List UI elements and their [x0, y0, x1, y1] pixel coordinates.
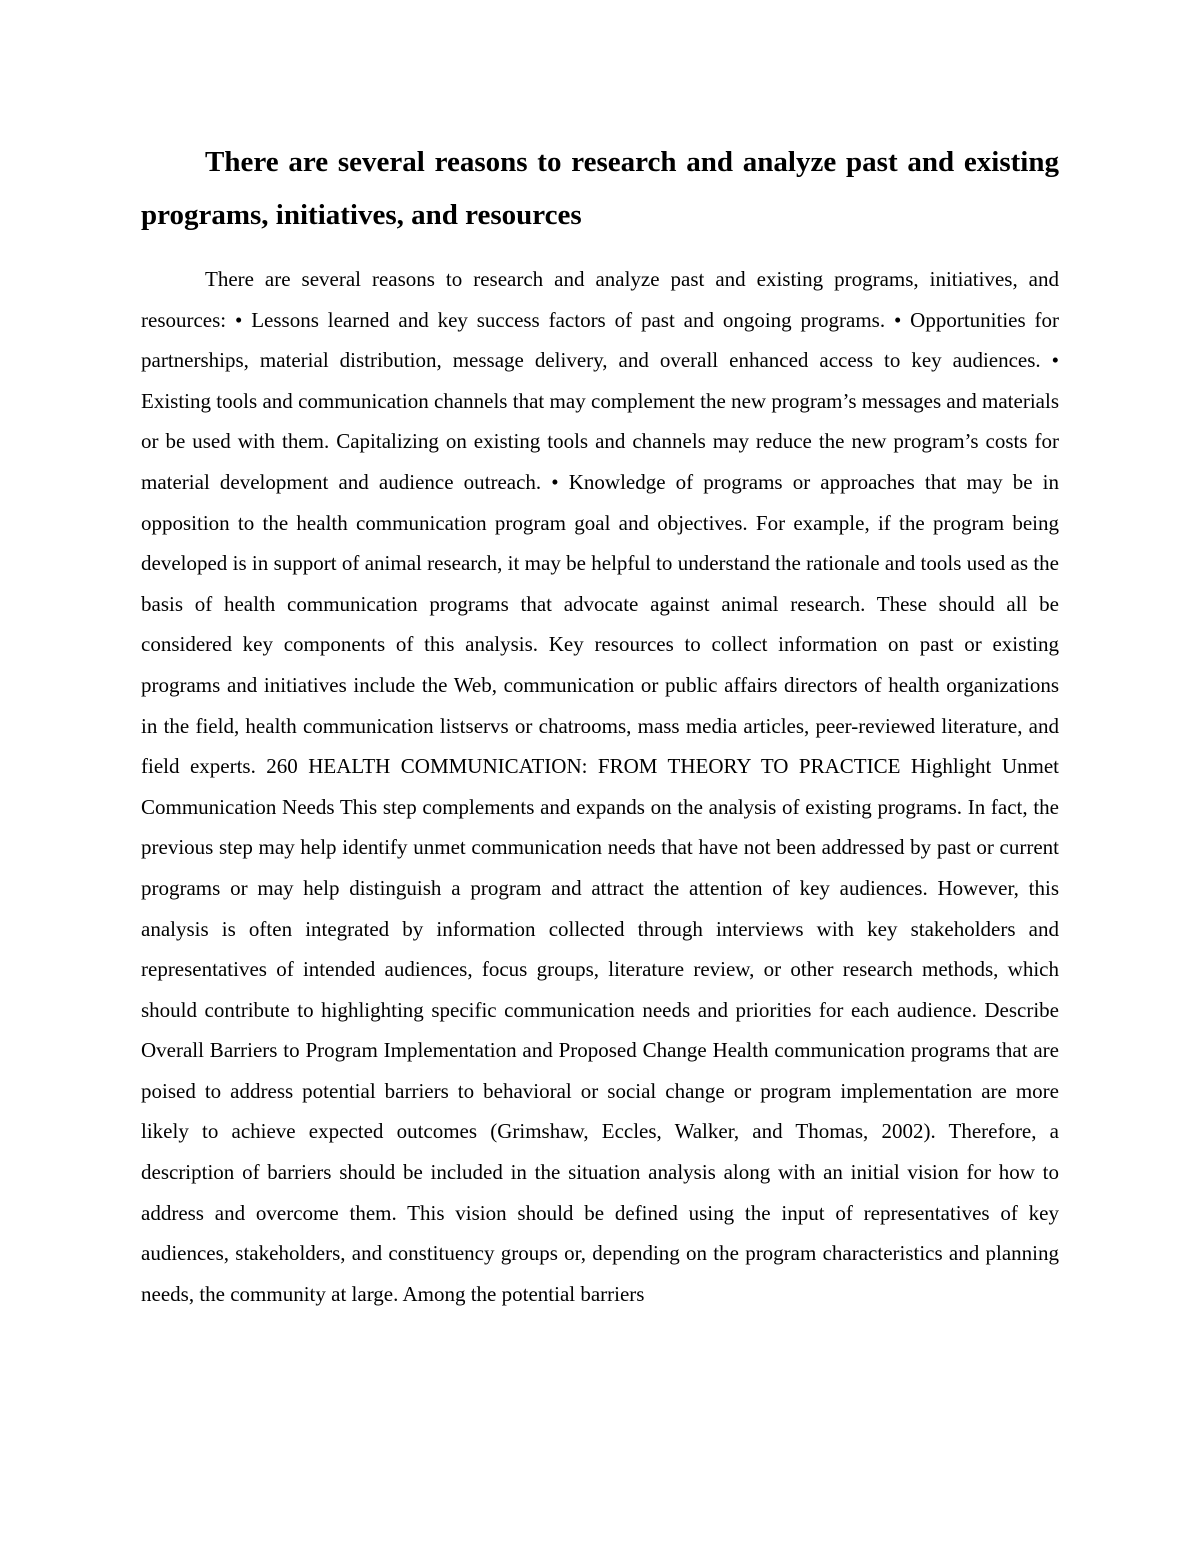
body-paragraph: There are several reasons to research and analyze past and existing programs, initiatives, and resources: • Lessons learned and key success factors of past and ongoing programs. • Opportunities for partnerships, material distribution, message delivery, and overall enhanced access to key audiences. • Existing tools and communication channels that may complement the new program’s messages and materials or be used with them. Capitalizing on existing tools and channels may reduce the new program’s costs for material development and audience outreach. • Knowledge of programs or approaches that may be in opposition to the health communication program goal and objectives. For example, if the program being developed is in support of animal research, it may be helpful to understand the rationale and tools used as the basis of health communication programs that advocate against animal research. These should all be considered key components of this analysis. Key resources to collect information on past or existing programs and initiatives include the Web, communication or public affairs directors of health organizations in the field, health communication listservs or chatrooms, mass media articles, peer-reviewed literature, and field experts. 260 HEALTH COMMUNICATION: FROM THEORY TO PRACTICE Highlight Unmet Communication Needs This step complements and expands on the analysis of existing programs. In fact, the previous step may help identify unmet communication needs that have not been addressed by past or current programs or may help distinguish a program and attract the attention of key audiences. However, this analysis is often integrated by information collected through interviews with key stakeholders and representatives of intended audiences, focus groups, literature review, or other research methods, which should contribute to highlighting specific communication needs and priorities for each audience. Describe Overall Barriers to Program Implementation and Proposed Change Health communication programs that are poised to address potential barriers to behavioral or social change or program implementation are more likely to achieve expected outcomes (Grimshaw, Eccles, Walker, and Thomas, 2002). Therefore, a description of barriers should be included in the situation analysis along with an initial vision for how to address and overcome them. This vision should be defined using the input of representatives of key audiences, stakeholders, and constituency groups or, depending on the program characteristics and planning needs, the community at large. Among the potential barriers — [141, 267, 1059, 1306]
document-title: There are several reasons to research and analyze past and existing programs, initiatives, and resources — [141, 146, 1059, 231]
